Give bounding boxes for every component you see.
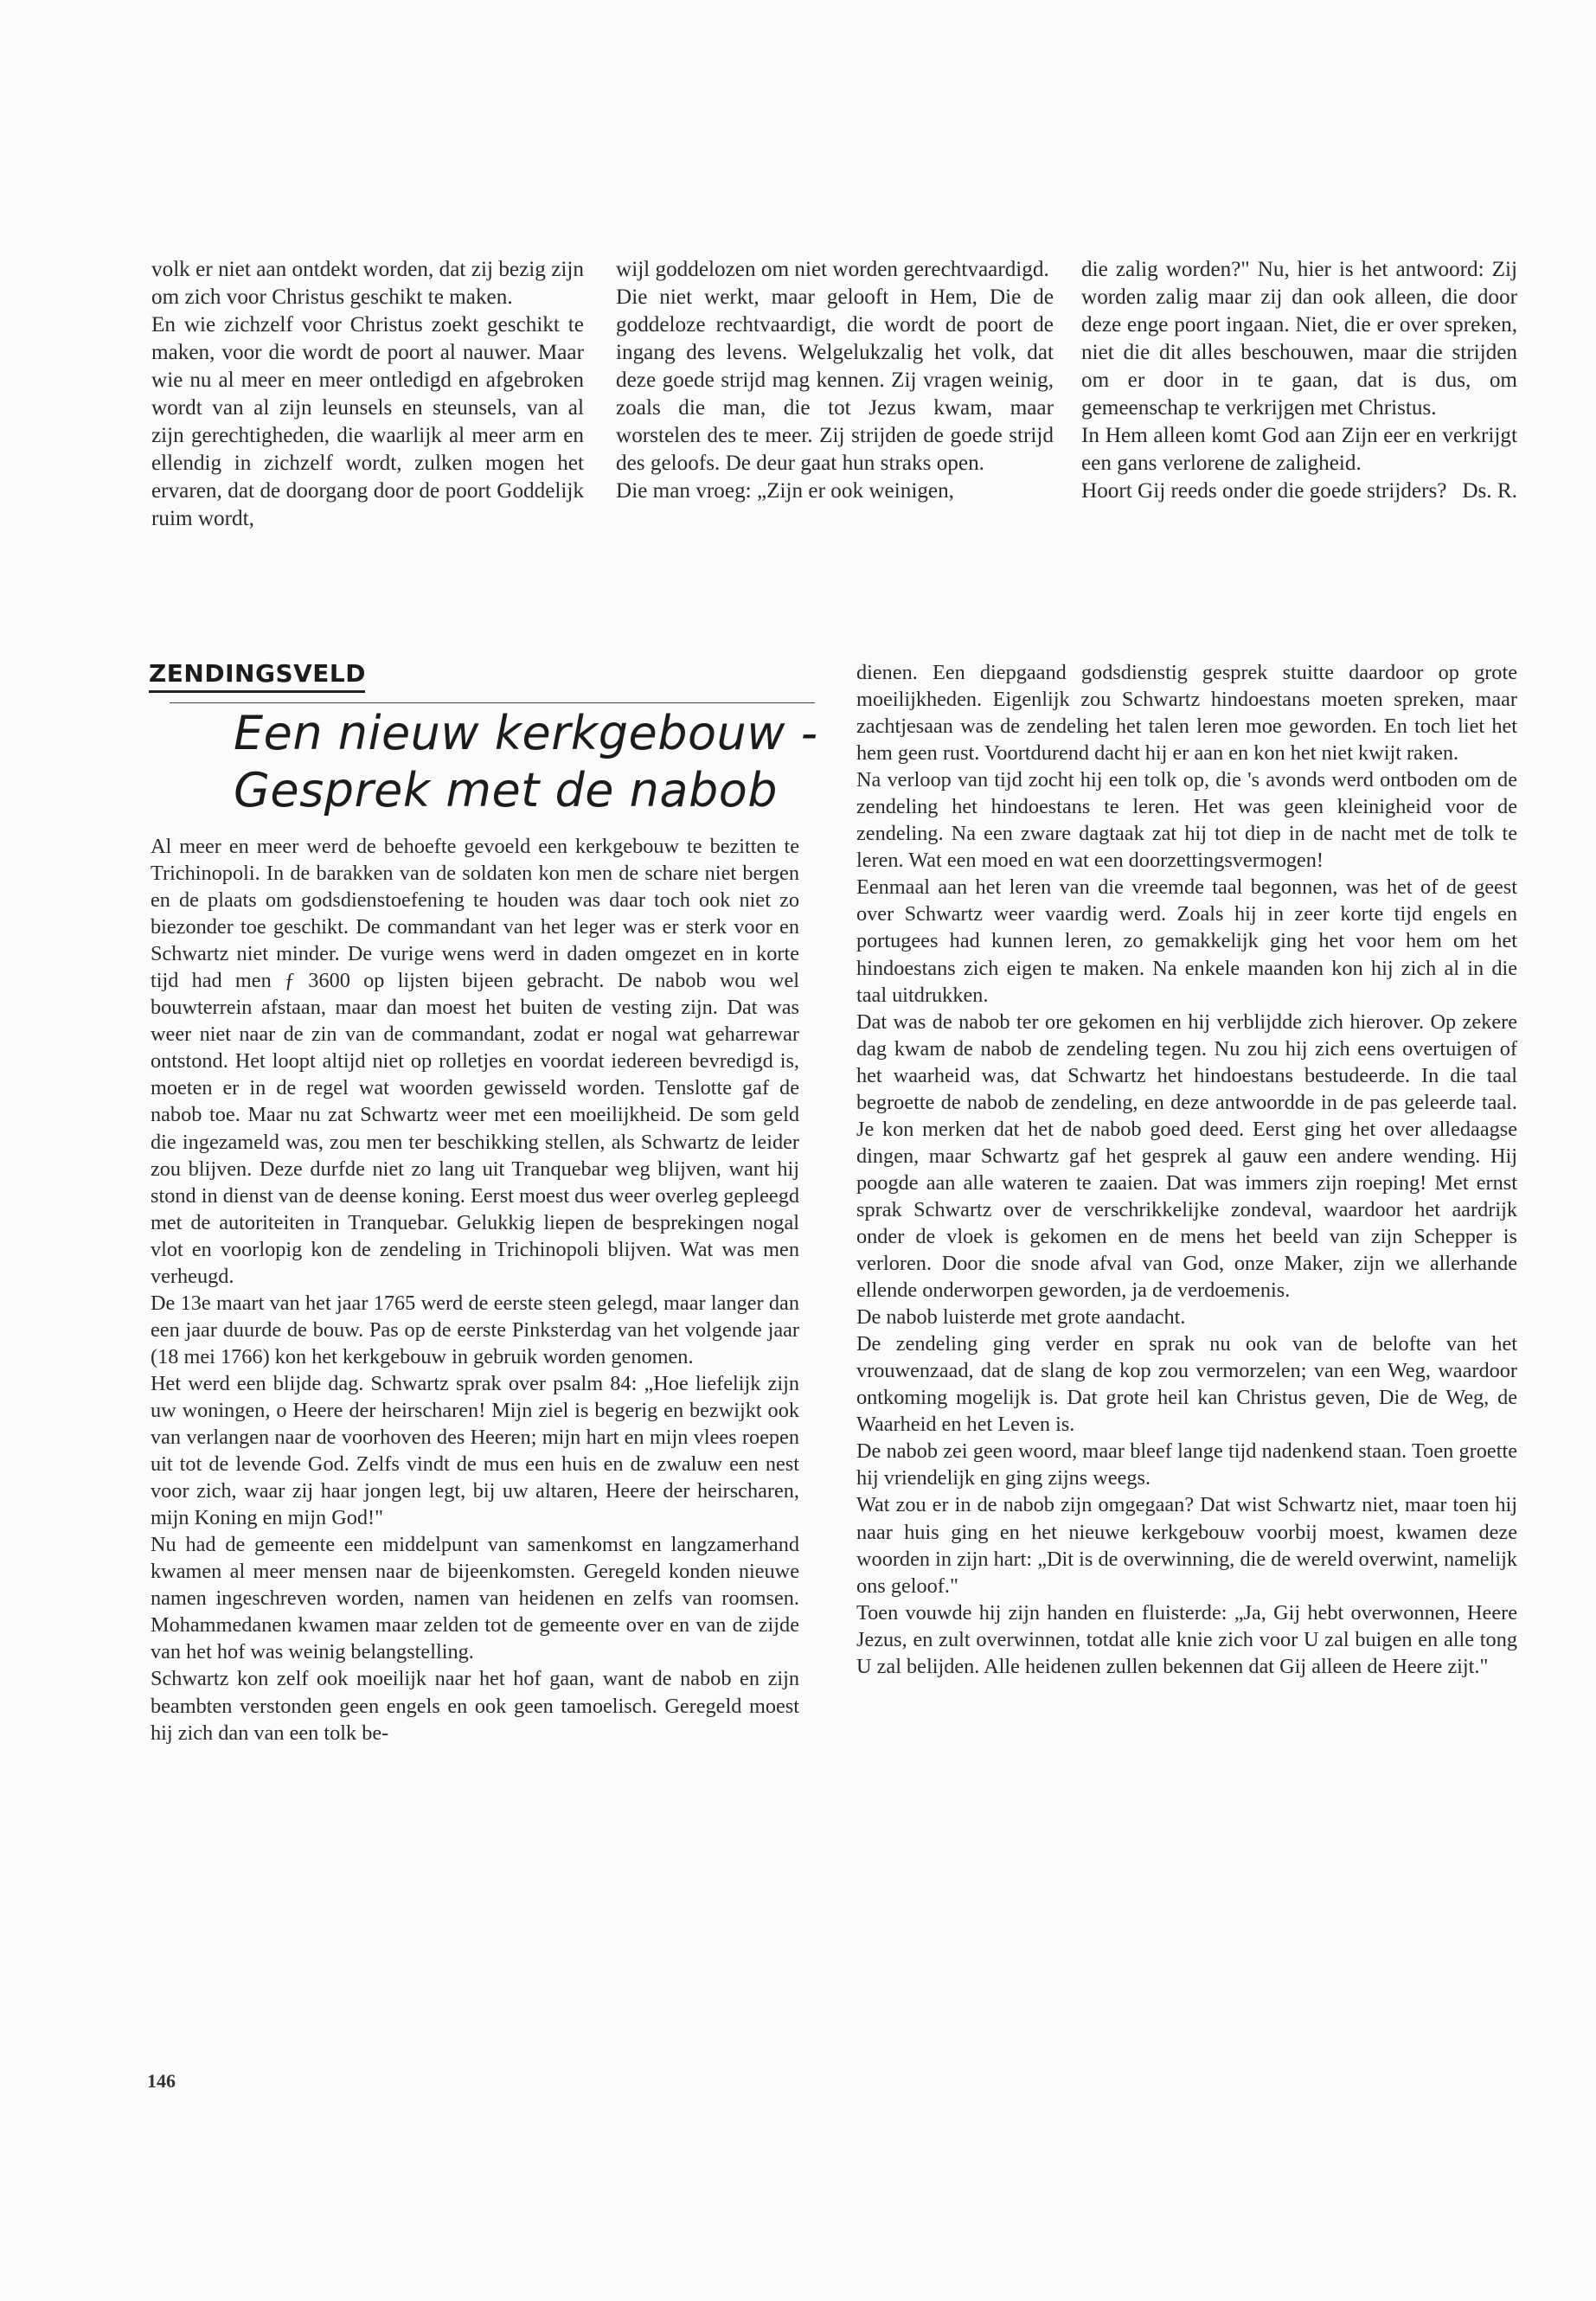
- article-column-right: [856, 659, 1517, 1680]
- paragraph: Die man vroeg: „Zijn er ook weinigen,: [616, 479, 954, 503]
- top-column-2: [616, 256, 1054, 505]
- paragraph: Dat was de nabob ter ore gekomen en hij verblijdde zich hierover. Op zekere dag kwam de nabob de zendeling tegen. Nu zou hij zich eens overtuigen of het waarheid was, dat Schwartz het hindoestans bestudeerde. In die taal begroette de nabob de zendeling, en deze antwoordde in de pas geleerde taal. Je kon merken dat het de nabob goed deed. Eerst ging het over alledaagse dingen, maar Schwartz gaf het gesprek al gauw een andere wending. Hij poogde aan alle wateren te zaaien. Dat was immers zijn roeping! Met ernst sprak Schwartz over de verschrikkelijke zondeval, waardoor het aardrijk onder de vloek is gekomen en de mens het beeld van zijn Schepper is verloren. Door die snode afval van God, onze Maker, zijn we allerhande ellende onderworpen geworden, ja de verdoemenis.: [856, 1009, 1517, 1303]
- page-number: 146: [147, 2070, 176, 2092]
- paragraph: De 13e maart van het jaar 1765 werd de eerste steen gelegd, maar langer dan een jaar duurde de bouw. Pas op de eerste Pinksterdag van het volgende jaar (18 mei 1766) kon het kerkgebouw in gebruik worden genomen.: [151, 1291, 799, 1368]
- paragraph: De zendeling ging verder en sprak nu ook van de belofte van het vrouwenzaad, dat de slang de kop zou vermorzelen; van een Weg, waardoor ontkoming mogelijk is. Dat grote heil kan Christus geven, Die de Weg, de Waarheid en het Leven is.: [856, 1332, 1517, 1437]
- article-column-left: [151, 833, 799, 1747]
- paragraph: Wat zou er in de nabob zijn omgegaan? Dat wist Schwartz niet, maar toen hij naar huis ging en het nieuwe kerkgebouw voorbij moest, kwamen deze woorden in zijn hart: „Dit is de overwinning, die de wereld overwint, namelijk ons geloof.": [856, 1493, 1517, 1598]
- article-title: [234, 705, 822, 819]
- paragraph: Al meer en meer werd de behoefte gevoeld een kerkgebouw te bezitten te Trichinopoli. In de barakken van de soldaten kon men de schare niet bergen en de plaats om godsdienstoefening te houden was daar toch ook niet zo biezonder toe geschikt. De commandant van het leger was er sterk voor en Schwartz niet minder. De vurige wens werd in daden omgezet en in korte tijd had men ƒ 3600 op lijsten bijeen gebracht. De nabob wou wel bouwterrein afstaan, maar dan moest het buiten de vesting zijn. Dat was weer niet naar de zin van de commandant, zodat er nogal wat geharrewar ontstond. Het loopt altijd niet op rolletjes en voordat iedereen bevredigd is, moeten er in de regel wat woorden gewisseld worden. Tenslotte gaf de nabob toe. Maar nu zat Schwartz weer met een moeilijkheid. De som geld die ingezameld was, zou men ter beschikking stellen, als Schwartz de leider zou blijven. Deze durfde niet zo lang uit Tranquebar weg blijven, want hij stond in dienst van de deense koning. Eerst moest dus weer overleg gepleegd met de autoriteiten in Tranquebar. Gelukkig liepen de besprekingen nogal vlot en voorlopig kon de zendeling in Trichinopoli blijven. Wat was men verheugd.: [151, 835, 799, 1288]
- paragraph: In Hem alleen komt God aan Zijn eer en verkrijgt een gans verlorene de zaligheid.: [1081, 424, 1517, 475]
- section-rule: [170, 702, 815, 703]
- article-title-line: Gesprek met de nabob: [234, 763, 779, 817]
- signature: Ds. R.: [1462, 479, 1517, 503]
- article-title-line: Een nieuw kerkgebouw -: [234, 706, 818, 760]
- paragraph: Die niet werkt, maar gelooft in Hem, Die de goddeloze rechtvaardigt, die wordt de poort de ingang des levens. Welgelukzalig het volk, dat deze goede strijd mag kennen. Zij vragen weinig, zoals die man, die tot Jezus kwam, maar worstelen des te meer. Zij strijden de goede strijd des geloofs. De deur gaat hun straks open.: [616, 285, 1054, 475]
- top-column-1: [151, 256, 584, 533]
- paragraph: dienen. Een diepgaand godsdienstig gesprek stuitte daardoor op grote moeilijkheden. Eigenlijk zou Schwartz hindoestans moeten spreken, maar zachtjesaan was de zendeling het talen leren moe geworden. En toch liet het hem geen rust. Voortdurend dacht hij er aan en kon het niet kwijt raken.: [856, 661, 1517, 766]
- paragraph: Eenmaal aan het leren van die vreemde taal begonnen, was het of de geest over Schwartz weer vaardig werd. Zoals hij in zeer korte tijd engels en portugees had kunnen leren, zo gemakkelijk ging het voor hem om het hindoestans zich eigen te maken. Na enkele maanden kon hij zich al in die taal uitdrukken.: [856, 875, 1517, 1007]
- closing-question: Hoort Gij reeds onder die goede strijders?: [1081, 479, 1447, 503]
- paragraph: die zalig worden?" Nu, hier is het antwoord: Zij worden zalig maar zij dan ook alleen, die door deze enge poort ingaan. Niet, die er over spreken, niet die dit alles beschouwen, maar die strijden om er door in te gaan, dat is dus, om gemeenschap te verkrijgen met Christus.: [1081, 258, 1517, 420]
- paragraph: De nabob zei geen woord, maar bleef lange tijd nadenkend staan. Toen groette hij vriendelijk en ging zijns weegs.: [856, 1439, 1517, 1490]
- paragraph: En wie zichzelf voor Christus zoekt geschikt te maken, voor die wordt de poort al nauwer. Maar wie nu al meer en meer ontledigd en afgebroken wordt van al zijn leunsels en steunsels, van al zijn gerechtigheden, die waarlijk al meer arm en ellendig in zichzelf wordt, zulken mogen het ervaren, dat de doorgang door de poort Goddelijk ruim wordt,: [151, 313, 584, 530]
- paragraph: Toen vouwde hij zijn handen en fluisterde: „Ja, Gij hebt overwonnen, Heere Jezus, en zult overwinnen, totdat alle knie zich voor U zal buigen en alle tong U zal belijden. Alle heidenen zullen bekennen dat Gij alleen de Heere zijt.": [856, 1600, 1517, 1678]
- section-label: ZENDINGSVELD: [149, 659, 366, 688]
- section-rule: [149, 690, 365, 693]
- paragraph: De nabob luisterde met grote aandacht.: [856, 1305, 1186, 1330]
- paragraph: Het werd een blijde dag. Schwartz sprak over psalm 84: „Hoe liefelijk zijn uw woningen, o Heere der heirscharen! Mijn ziel is begerig en bezwijkt ook van verlangen naar de voorhoven des Heeren; mijn hart en mijn vlees roepen uit tot de levende God. Zelfs vindt de mus een huis en de zwaluw een nest voor zich, waar zij haar jongen legt, bij uw altaren, Heere der heirscharen, mijn Koning en mijn God!": [151, 1371, 799, 1530]
- paragraph: Nu had de gemeente een middelpunt van samenkomst en langzamerhand kwamen al meer mensen naar de bijeenkomsten. Geregeld konden nieuwe namen ingeschreven worden, namen van heidenen en zelfs van roomsen. Mohammedanen kwamen maar zelden tot de gemeente over en van de zijde van het hof was weinig belangstelling.: [151, 1533, 799, 1664]
- paragraph: wijl goddelozen om niet worden gerechtvaardigd.: [616, 258, 1049, 281]
- paragraph: Na verloop van tijd zocht hij een tolk op, die 's avonds werd ontboden om de zendeling het hindoestans te leren. Het was geen kleinigheid voor de zendeling. Na een zware dagtaak zat hij tot diep in de nacht met de tolk te leren. Wat een moed en wat een doorzettingsvermogen!: [856, 768, 1517, 873]
- paragraph: Schwartz kon zelf ook moeilijk naar het hof gaan, want de nabob en zijn beambten verstonden geen engels en ook geen tamoelisch. Geregeld moest hij zich dan van een tolk be-: [151, 1667, 799, 1745]
- top-column-3: [1081, 256, 1517, 505]
- paragraph: volk er niet aan ontdekt worden, dat zij bezig zijn om zich voor Christus geschikt te maken.: [151, 258, 584, 309]
